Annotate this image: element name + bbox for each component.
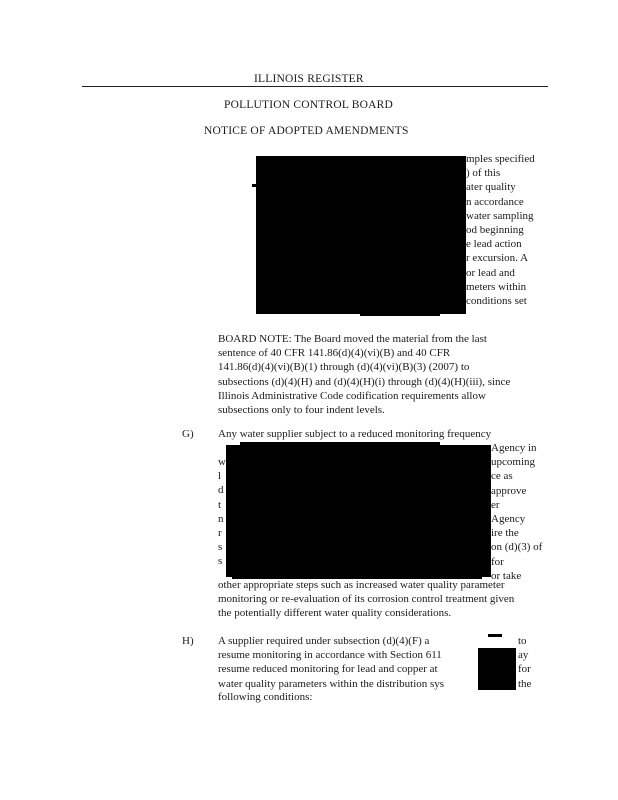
redaction-speck [430, 157, 436, 159]
item-g-left-fragment: n [218, 512, 224, 525]
header-rule [82, 86, 548, 87]
item-g-tail-line: other appropriate steps such as increased water quality parameter [218, 579, 505, 591]
item-h-label: H) [182, 635, 194, 647]
redaction-speck [240, 442, 440, 445]
item-g-left-fragment: d [218, 484, 224, 497]
item-h-last-line: following conditions: [218, 691, 313, 703]
fragment-line: water sampling [466, 209, 534, 222]
board-note-line: subsections (d)(4)(H) and (d)(4)(H)(i) through (d)(4)(H)(iii), since [218, 375, 511, 388]
redaction-speck [262, 158, 266, 160]
item-g-left-fragment: t [218, 498, 222, 511]
item-h-right-fragment: for [518, 663, 531, 676]
redaction-block-upper [256, 156, 466, 314]
fragment-line: r excursion. A [466, 252, 529, 265]
item-g-fragment: or take [491, 569, 522, 582]
redaction-block-g [226, 445, 491, 577]
item-g-label: G) [182, 428, 194, 440]
item-g-first-line: Any water supplier subject to a reduced monitoring frequency [218, 428, 492, 440]
redaction-speck [284, 184, 287, 187]
redaction-speck [252, 184, 256, 187]
board-note-line: sentence of 40 CFR 141.86(d)(4)(vi)(B) and 40 CFR [218, 347, 451, 360]
item-h-line: resume monitoring in accordance with Section 611 [218, 649, 442, 662]
item-h-line: resume reduced monitoring for lead and copper at [218, 663, 438, 676]
item-h-right-fragment: the [518, 677, 532, 690]
board-title: POLLUTION CONTROL BOARD [224, 99, 394, 111]
item-g-fragment: Agency [491, 513, 526, 525]
item-g-left-fragment: l [218, 470, 222, 483]
item-g-left-fragment: s [218, 555, 223, 568]
item-g-fragment: on (d)(3) of [491, 541, 543, 554]
item-h-line: A supplier required under subsection (d)(4)(F) a [218, 635, 430, 647]
item-g-fragment: for [491, 555, 504, 568]
redaction-block-h [478, 648, 516, 690]
fragment-line: ) of this [466, 167, 501, 180]
item-g-left-fragment: w [218, 456, 226, 468]
item-g-tail-line: the potentially different water quality considerations. [218, 607, 452, 620]
fragment-line: meters within [466, 280, 527, 293]
notice-title: NOTICE OF ADOPTED AMENDMENTS [204, 125, 409, 137]
item-g-fragment: approve [491, 484, 527, 497]
item-g-tail-line: monitoring or re-evaluation of its corrosion control treatment given [218, 593, 515, 606]
board-note-line: subsections only to four indent levels. [218, 404, 385, 416]
item-g-fragment: ire the [491, 527, 519, 540]
board-note-line: Illinois Administrative Code codification requirements allow [218, 389, 486, 402]
fragment-line: ater quality [466, 181, 516, 194]
redaction-speck [488, 634, 502, 637]
fragment-line: e lead action [466, 238, 522, 251]
item-g-left-fragment: r [218, 527, 222, 539]
item-h-right-fragment: to [518, 635, 527, 647]
fragment-line: od beginning [466, 224, 524, 236]
item-h-right-fragment: ay [518, 649, 529, 662]
fragment-line: n accordance [466, 195, 524, 208]
fragment-line: or lead and [466, 266, 515, 279]
item-g-left-fragment: s [218, 541, 223, 554]
register-title: ILLINOIS REGISTER [254, 73, 364, 85]
board-note-line: 141.86(d)(4)(vi)(B)(1) through (d)(4)(vi)(B)(3) (2007) to [218, 361, 470, 374]
redaction-speck [360, 314, 440, 316]
item-g-fragment: er [491, 498, 500, 511]
item-h-line: water quality parameters within the distribution sys [218, 677, 445, 690]
item-g-fragment: upcoming [491, 456, 535, 469]
item-g-fragment: Agency in [491, 442, 537, 454]
item-g-fragment: ce as [491, 470, 513, 483]
fragment-line: mples specified [466, 153, 535, 165]
board-note-line: BOARD NOTE: The Board moved the material from the last [218, 333, 487, 345]
fragment-line: conditions set [466, 295, 527, 307]
